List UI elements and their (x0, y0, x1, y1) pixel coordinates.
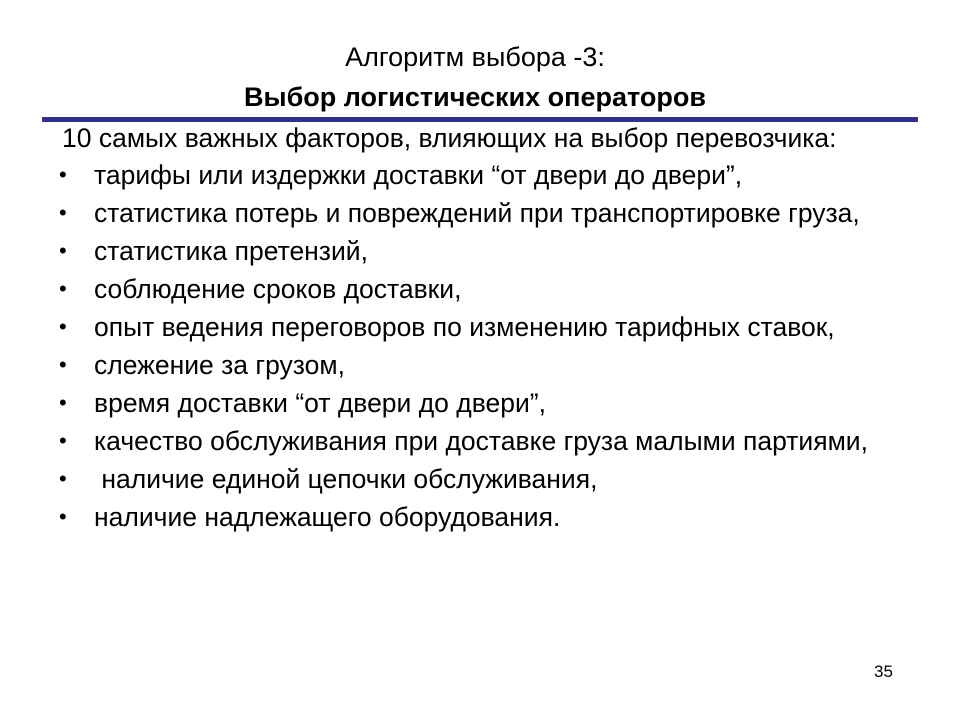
slide-subtitle: Выбор логистических операторов (244, 82, 706, 112)
title-divider (42, 117, 918, 122)
bullet-icon: • (59, 200, 67, 225)
list-item (59, 388, 922, 418)
list-item-text: качество обслуживания при доставке груза малыми партиями, (94, 426, 868, 456)
list-item (59, 236, 922, 266)
page-number: 35 (874, 662, 893, 681)
bullet-icon: • (59, 276, 67, 301)
bullet-icon: • (59, 466, 67, 491)
list-item-text: опыт ведения переговоров по изменению тарифных ставок, (94, 312, 835, 342)
list-item (59, 502, 922, 532)
list-item-text: наличие надлежащего оборудования. (94, 502, 561, 532)
slide-title: Алгоритм выбора -3: (345, 42, 605, 72)
list-item-text: тарифы или издержки доставки “от двери до двери”, (94, 160, 743, 190)
bullet-icon: • (59, 352, 67, 377)
list-item-text: слежение за грузом, (94, 350, 345, 380)
bullet-icon: • (59, 238, 67, 263)
bullet-icon: • (59, 428, 67, 453)
list-item (59, 160, 922, 190)
bullet-icon: • (59, 314, 67, 339)
list-item (59, 312, 922, 342)
list-item (59, 198, 922, 228)
list-item-text: наличие единой цепочки обслуживания, (94, 464, 598, 494)
list-item-text: время доставки “от двери до двери”, (94, 388, 546, 418)
list-item (59, 274, 922, 304)
factor-list (59, 160, 922, 532)
list-item-text: статистика потерь и повреждений при транспортировке груза, (94, 198, 860, 228)
bullet-icon: • (59, 390, 67, 415)
slide-body (59, 123, 922, 541)
intro-text: 10 самых важных факторов, влияющих на выбор перевозчика: (62, 123, 837, 153)
bullet-icon: • (59, 504, 67, 529)
list-item-text: соблюдение сроков доставки, (94, 274, 462, 304)
list-item (59, 426, 922, 456)
list-item-text: статистика претензий, (94, 236, 368, 266)
list-item (59, 464, 922, 494)
list-item (59, 350, 922, 380)
bullet-icon: • (59, 162, 67, 187)
